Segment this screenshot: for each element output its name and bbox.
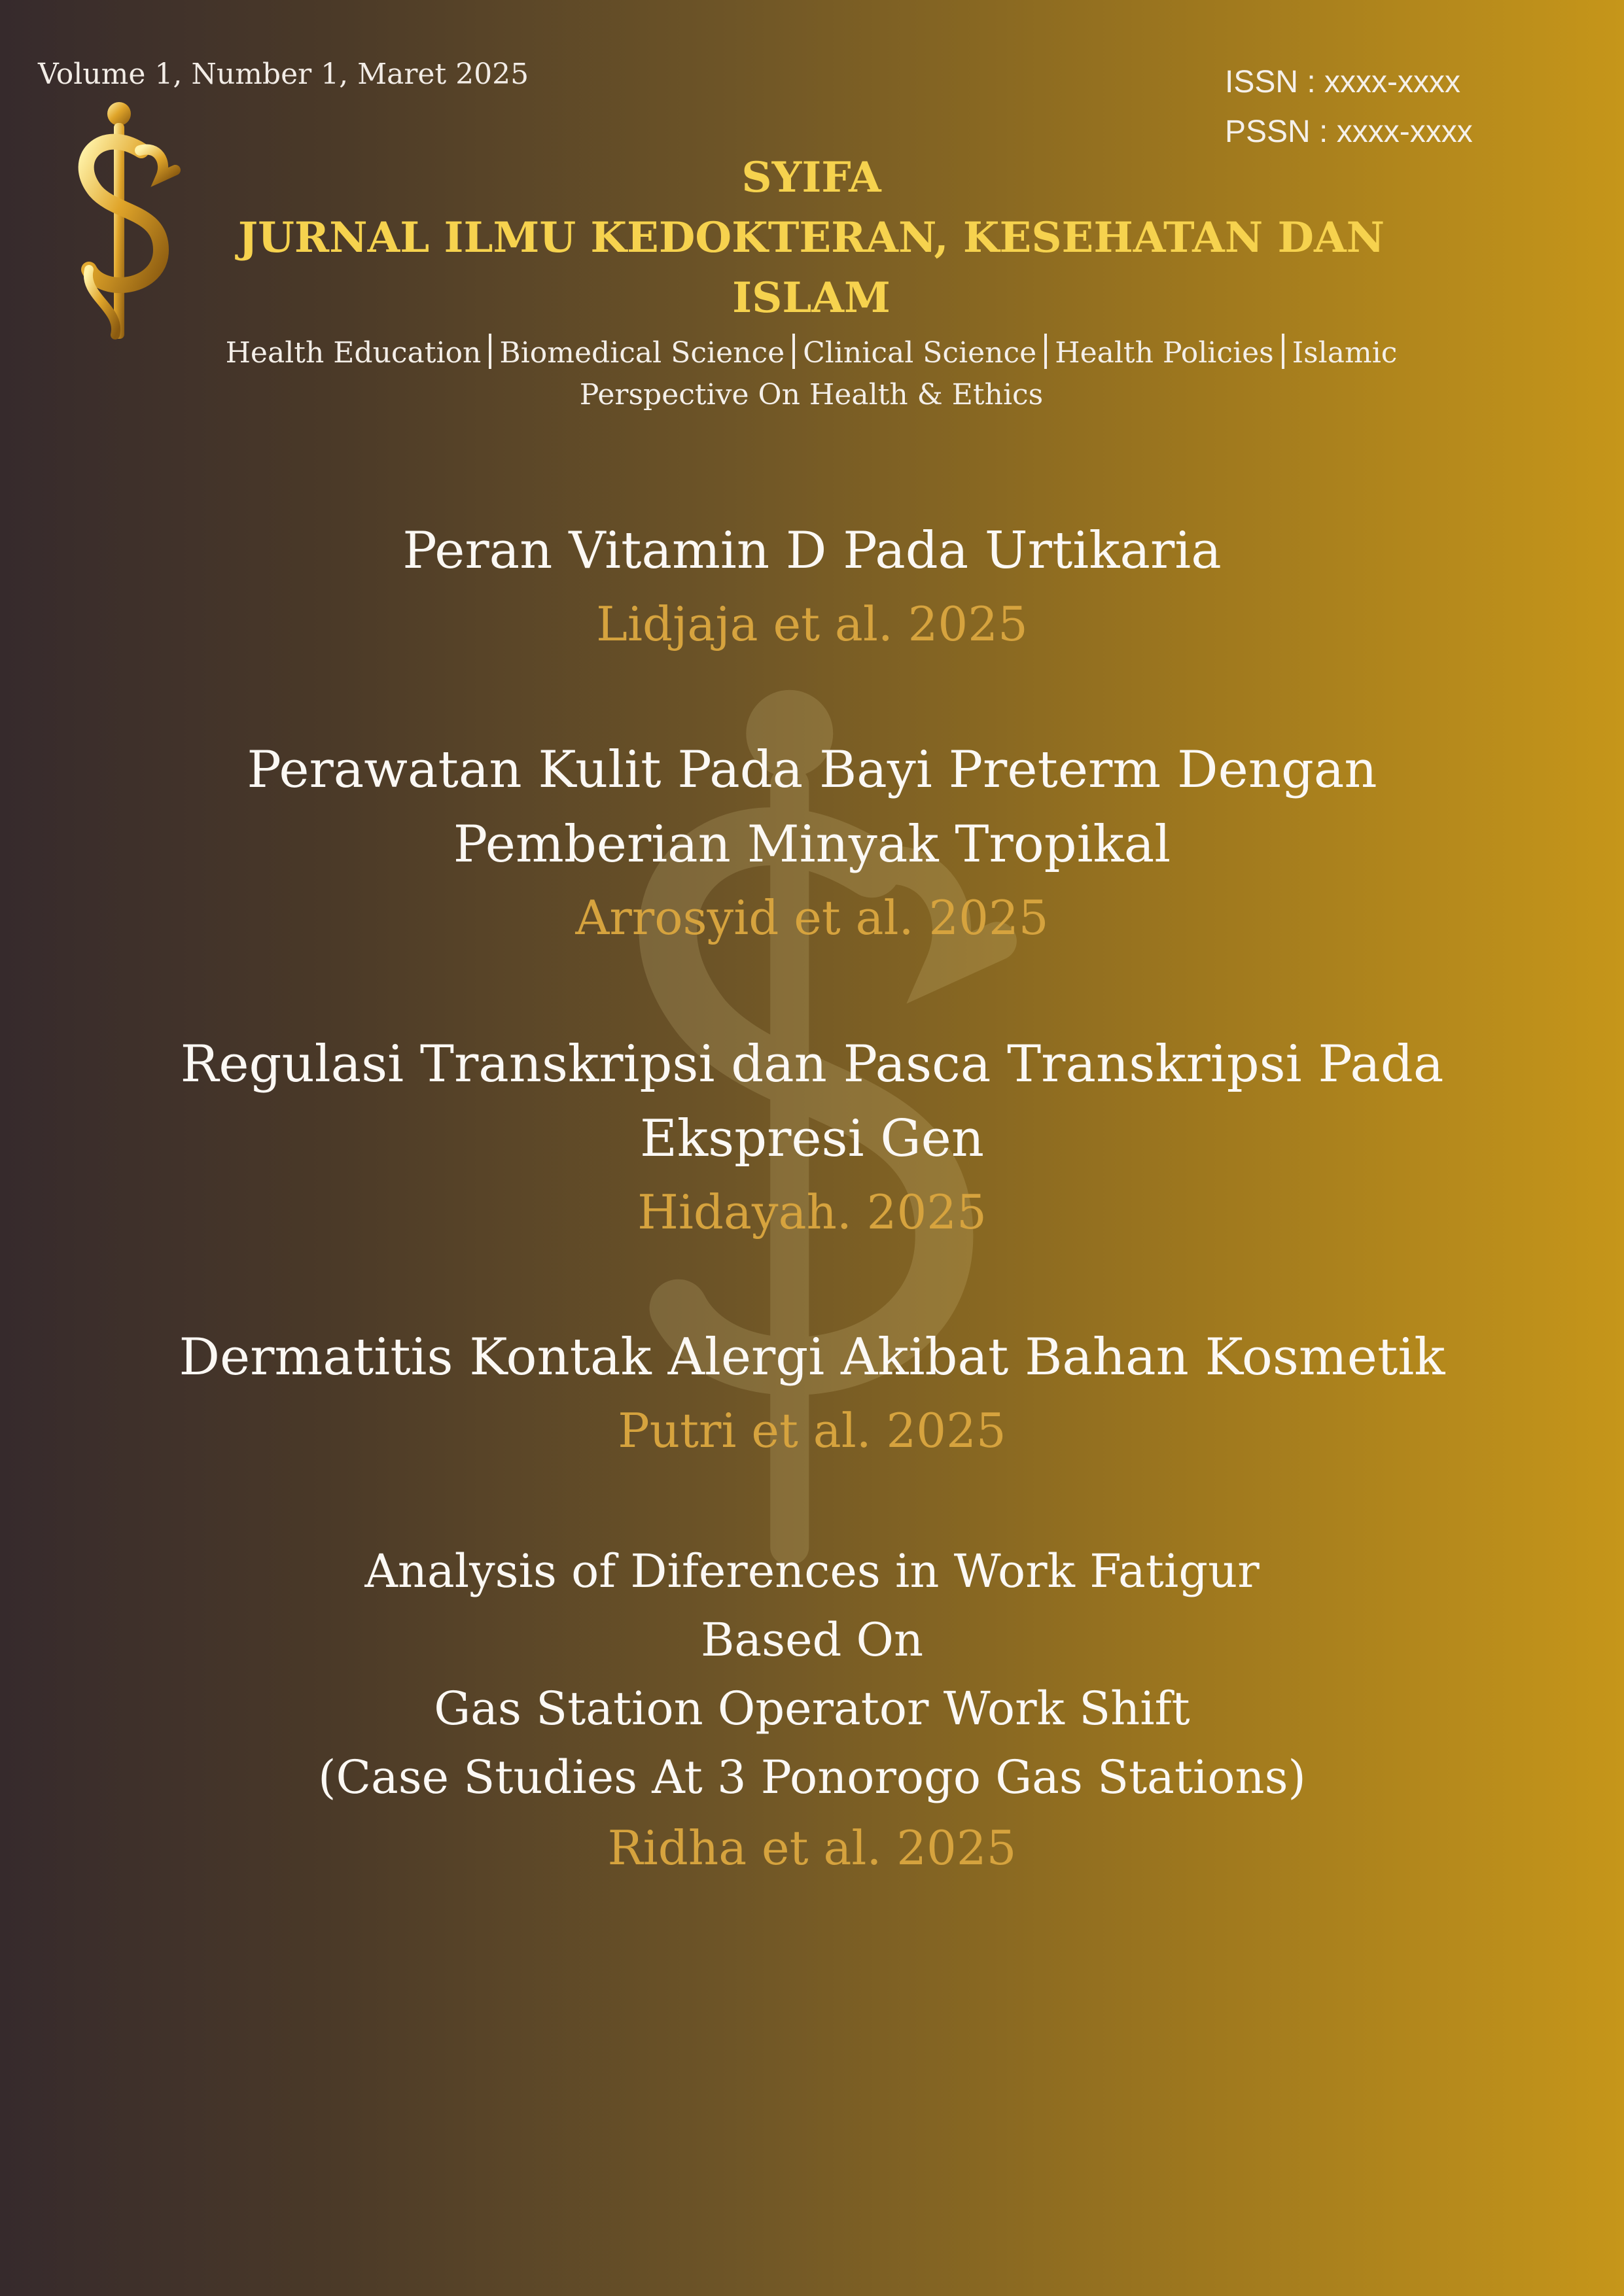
journal-name: SYIFA (741, 153, 881, 202)
article-title: Peran Vitamin D Pada Urtikaria (402, 521, 1222, 580)
scope-item: Biomedical Science (499, 336, 785, 370)
article-2 (0, 733, 1624, 954)
journal-scope (170, 332, 1453, 416)
issn-number: ISSN : xxxx-xxxx (1225, 65, 1461, 99)
article-title: Analysis of Diferences in Work Fatigur Based On Gas Station Operator Work Shift (Case Studies At 3 Ponorogo Gas Stations) (318, 1544, 1306, 1804)
scope-item: Perspective On Health & Ethics (579, 378, 1044, 411)
scope-divider (792, 334, 795, 369)
scope-item: Islamic (1292, 336, 1398, 370)
article-title: Regulasi Transkripsi dan Pasca Transkripsi Pada Ekspresi Gen (180, 1035, 1444, 1168)
caduceus-icon (63, 99, 187, 355)
article-author: Lidjaja et al. 2025 (596, 597, 1028, 652)
pssn-number: PSSN : xxxx-xxxx (1225, 114, 1473, 149)
journal-full-title: JURNAL ILMU KEDOKTERAN, KESEHATAN DAN ISLAM (238, 213, 1385, 322)
scope-item: Clinical Science (803, 336, 1037, 370)
article-4 (0, 1320, 1624, 1467)
volume-info: Volume 1, Number 1, Maret 2025 (38, 58, 529, 91)
scope-divider (1282, 334, 1284, 369)
scope-item: Health Education (225, 336, 482, 370)
article-title: Perawatan Kulit Pada Bayi Preterm Dengan Pemberian Minyak Tropikal (247, 740, 1377, 874)
article-1 (0, 513, 1624, 660)
scope-item: Health Policies (1055, 336, 1274, 370)
article-title: Dermatitis Kontak Alergi Akibat Bahan Kosmetik (179, 1328, 1445, 1387)
article-author: Hidayah. 2025 (637, 1185, 987, 1240)
scope-divider (1044, 334, 1047, 369)
article-author: Arrosyid et al. 2025 (575, 890, 1049, 945)
article-author: Ridha et al. 2025 (607, 1820, 1017, 1875)
article-5 (0, 1537, 1624, 1884)
article-3 (0, 1027, 1624, 1248)
journal-header (170, 148, 1453, 416)
issn-block (1225, 58, 1473, 157)
article-author: Putri et al. 2025 (618, 1403, 1006, 1458)
scope-divider (489, 334, 491, 369)
